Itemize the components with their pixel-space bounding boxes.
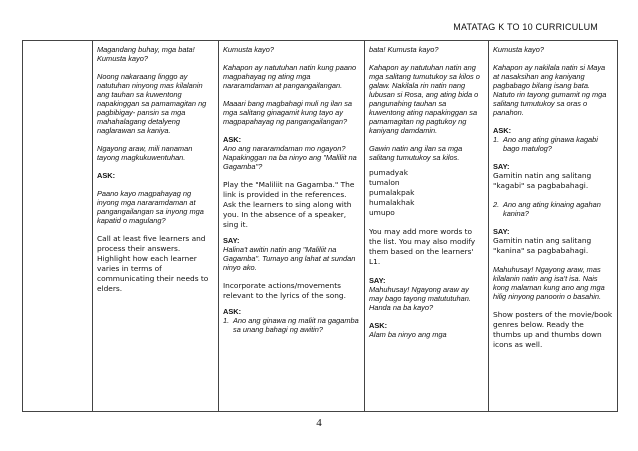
review-text: Kahapon ay natutuhan natin kung paano magpahayag ng ating mga nararamdaman at pangangailangan. xyxy=(223,63,357,90)
list-text: Ano ang ating ginawa kagabi bago matulog? xyxy=(503,135,598,153)
lesson-column-1 xyxy=(93,41,219,411)
page-number: 4 xyxy=(316,417,322,429)
question-text: Paano kayo magpahayag ng inyong mga nararamdaman at pangangailangan sa inyong mga kapatid o magulang? xyxy=(97,189,204,225)
instruction-text: Show posters of the movie/book genres below. Ready the thumbs up and thumbs down icons as well. xyxy=(493,310,613,349)
instruction-text: Play the "Maliliit na Gagamba." The link is provided in the references. Ask the learners to sing along with you. In the absence of a speaker, sing it. xyxy=(223,180,355,229)
word-item: pumalakpak xyxy=(369,188,415,197)
list-number: 1. xyxy=(223,316,230,325)
list-text: Ano ang ating kinaing agahan kanina? xyxy=(503,200,601,218)
greeting-text: Magandang buhay, mga bata! Kumusta kayo? xyxy=(97,45,195,63)
say-label: SAY: xyxy=(223,236,240,245)
lesson-column-2 xyxy=(219,41,365,411)
word-item: humalakhak xyxy=(369,198,415,207)
instruction-text: You may add more words to the list. You may also modify them based on the learners' L1. xyxy=(369,227,476,266)
say-label: SAY: xyxy=(493,162,510,171)
word-item: pumadyak xyxy=(369,168,408,177)
word-item: umupo xyxy=(369,208,395,217)
ask-label: ASK: xyxy=(97,171,116,180)
greeting-text: Kumusta kayo? xyxy=(493,45,544,54)
list-item xyxy=(223,316,360,334)
empty-first-column xyxy=(23,41,93,411)
review-text: Noong nakaraang linggo ay natutuhan ninyong mas kilalanin ang tauhan sa kuwentong napakinggan sa pamamagitan ng pagbibigay- pansin sa mga mahahalagang detalyeng naglarawan sa kaniya. xyxy=(97,72,207,135)
curriculum-header: MATATAG K TO 10 CURRICULUM xyxy=(453,22,598,32)
say-text: Halina't awitin natin ang "Maliliit na Gagamba". Tumayo ang lahat at sundan ninyo ako. xyxy=(223,245,356,272)
lesson-column-3 xyxy=(365,41,489,411)
lesson-column-4 xyxy=(489,41,617,411)
word-item: tumalon xyxy=(369,178,400,187)
list-number: 2. xyxy=(493,200,500,209)
instruction-text: Incorporate actions/movements relevant to the lyrics of the song. xyxy=(223,281,346,300)
greeting-text: Kumusta kayo? xyxy=(223,45,274,54)
question-text: Alam ba ninyo ang mga xyxy=(369,330,447,339)
list-item xyxy=(493,135,613,153)
say-text: Gamitin natin ang salitang "kagabi" sa pagbabahagi. xyxy=(493,171,592,190)
intro-text: Ngayong araw, mili nanaman tayong magkukuwentuhan. xyxy=(97,144,193,162)
lesson-table xyxy=(22,40,618,412)
ask-label: ASK: xyxy=(493,126,512,135)
ask-label: ASK: xyxy=(369,321,388,330)
list-item xyxy=(493,200,613,218)
greeting-text: bata! Kumusta kayo? xyxy=(369,45,439,54)
list-text: Ano ang ginawa ng maliit na gagamba sa unang bahagi ng awitin? xyxy=(233,316,359,334)
review-text: Kahapon ay natutuhan natin ang mga salitang tumutukoy sa kilos o galaw. Nakilala rin natin nang lubusan si Rosa, ang ating bida o pangunahing tauhan sa kuwentong ating napakinggan sa pamamagitan ng pagtukoy ng kaniyang damdamin. xyxy=(369,63,480,135)
say-text: Gamitin natin ang salitang "kanina" sa pagbabahagi. xyxy=(493,236,592,255)
question-text: Ano ang nararamdaman mo ngayon? Napakinggan na ba ninyo ang "Maliliit na Gagamba"? xyxy=(223,144,357,171)
list-number: 1. xyxy=(493,135,500,144)
say-label: SAY: xyxy=(369,276,386,285)
prompt-text: Maaari bang magbahagi muli ng ilan sa mga salitang ginagamit kung tayo ay magpapahayag ng pangangailangan? xyxy=(223,99,353,126)
say-text: Mahuhusay! Ngayong araw ay may bago tayong matututuhan. Handa na ba kayo? xyxy=(369,285,471,312)
instruction-text: Call at least five learners and process their answers. Highlight how each learner varies in terms of communicating their needs to elders. xyxy=(97,234,209,293)
ask-label: ASK: xyxy=(223,135,242,144)
review-text: Kahapon ay nakilala natin si Maya at nasaksihan ang kaniyang pagbabago bilang isang bata. Natuto rin tayong gumamit ng mga salitang tumutukoy sa oras o panahon. xyxy=(493,63,607,117)
say-text: Mahuhusay! Ngayong araw, mas kilalanin natin ang isa't isa. Nais kong malaman kung ano ang mga hilig ninyong panoorin o basahin. xyxy=(493,265,605,301)
ask-label: ASK: xyxy=(223,307,242,316)
prompt-text: Gawin natin ang ilan sa mga salitang tumutukoy sa kilos. xyxy=(369,144,463,162)
say-label: SAY: xyxy=(493,227,510,236)
